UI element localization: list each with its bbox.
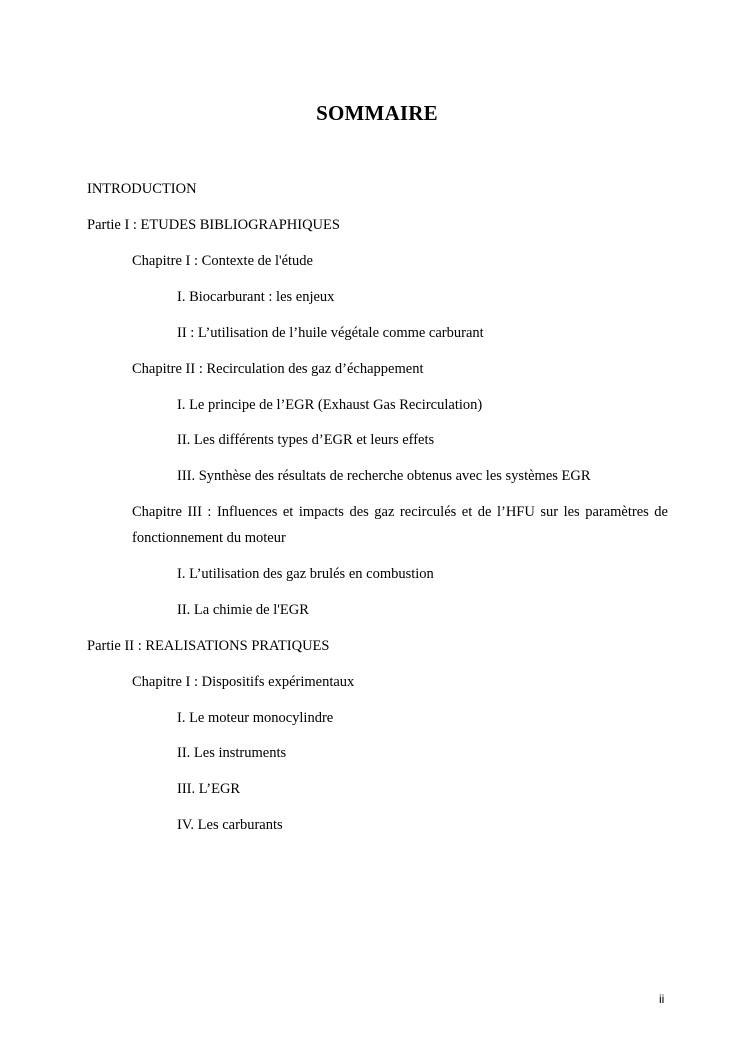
toc-entry-introduction: INTRODUCTION [87,181,197,197]
toc-entry-p1c2-section-3: III. Synthèse des résultats de recherche obtenus avec les systèmes EGR [177,468,591,484]
toc-entry-p1c1-section-2: II : L’utilisation de l’huile végétale comme carburant [177,325,484,341]
toc-entry-p1c1-section-1: I. Biocarburant : les enjeux [177,289,335,305]
page-number: ii [659,992,665,1006]
toc-entry-p1c2-section-2: II. Les différents types d’EGR et leurs effets [177,432,435,448]
toc-entry-partie-2: Partie II : REALISATIONS PRATIQUES [87,638,330,654]
page-title: SOMMAIRE [316,101,438,125]
toc-entry-partie-1: Partie I : ETUDES BIBLIOGRAPHIQUES [87,217,340,233]
toc-entry-partie1-chapitre-3: Chapitre III : Influences et impacts des gaz recirculés et de l’HFU sur les paramètres de fonctionnement du moteur [132,504,668,546]
toc-entry-p2c1-section-3: III. L’EGR [177,781,241,797]
toc-entry-partie1-chapitre-1: Chapitre I : Contexte de l'étude [132,253,313,269]
toc-entry-partie1-chapitre-2: Chapitre II : Recirculation des gaz d’échappement [132,361,424,377]
toc-entry-p2c1-section-2: II. Les instruments [177,745,287,761]
toc-entry-p2c1-section-4: IV. Les carburants [177,817,283,833]
toc-entry-p1c3-section-1: I. L’utilisation des gaz brulés en combustion [177,566,434,582]
toc-entry-p1c3-section-2: II. La chimie de l'EGR [177,602,309,618]
toc-entry-p2c1-section-1: I. Le moteur monocylindre [177,710,334,726]
toc-entry-p1c2-section-1: I. Le principe de l’EGR (Exhaust Gas Recirculation) [177,397,483,413]
toc-entry-partie2-chapitre-1: Chapitre I : Dispositifs expérimentaux [132,674,355,690]
